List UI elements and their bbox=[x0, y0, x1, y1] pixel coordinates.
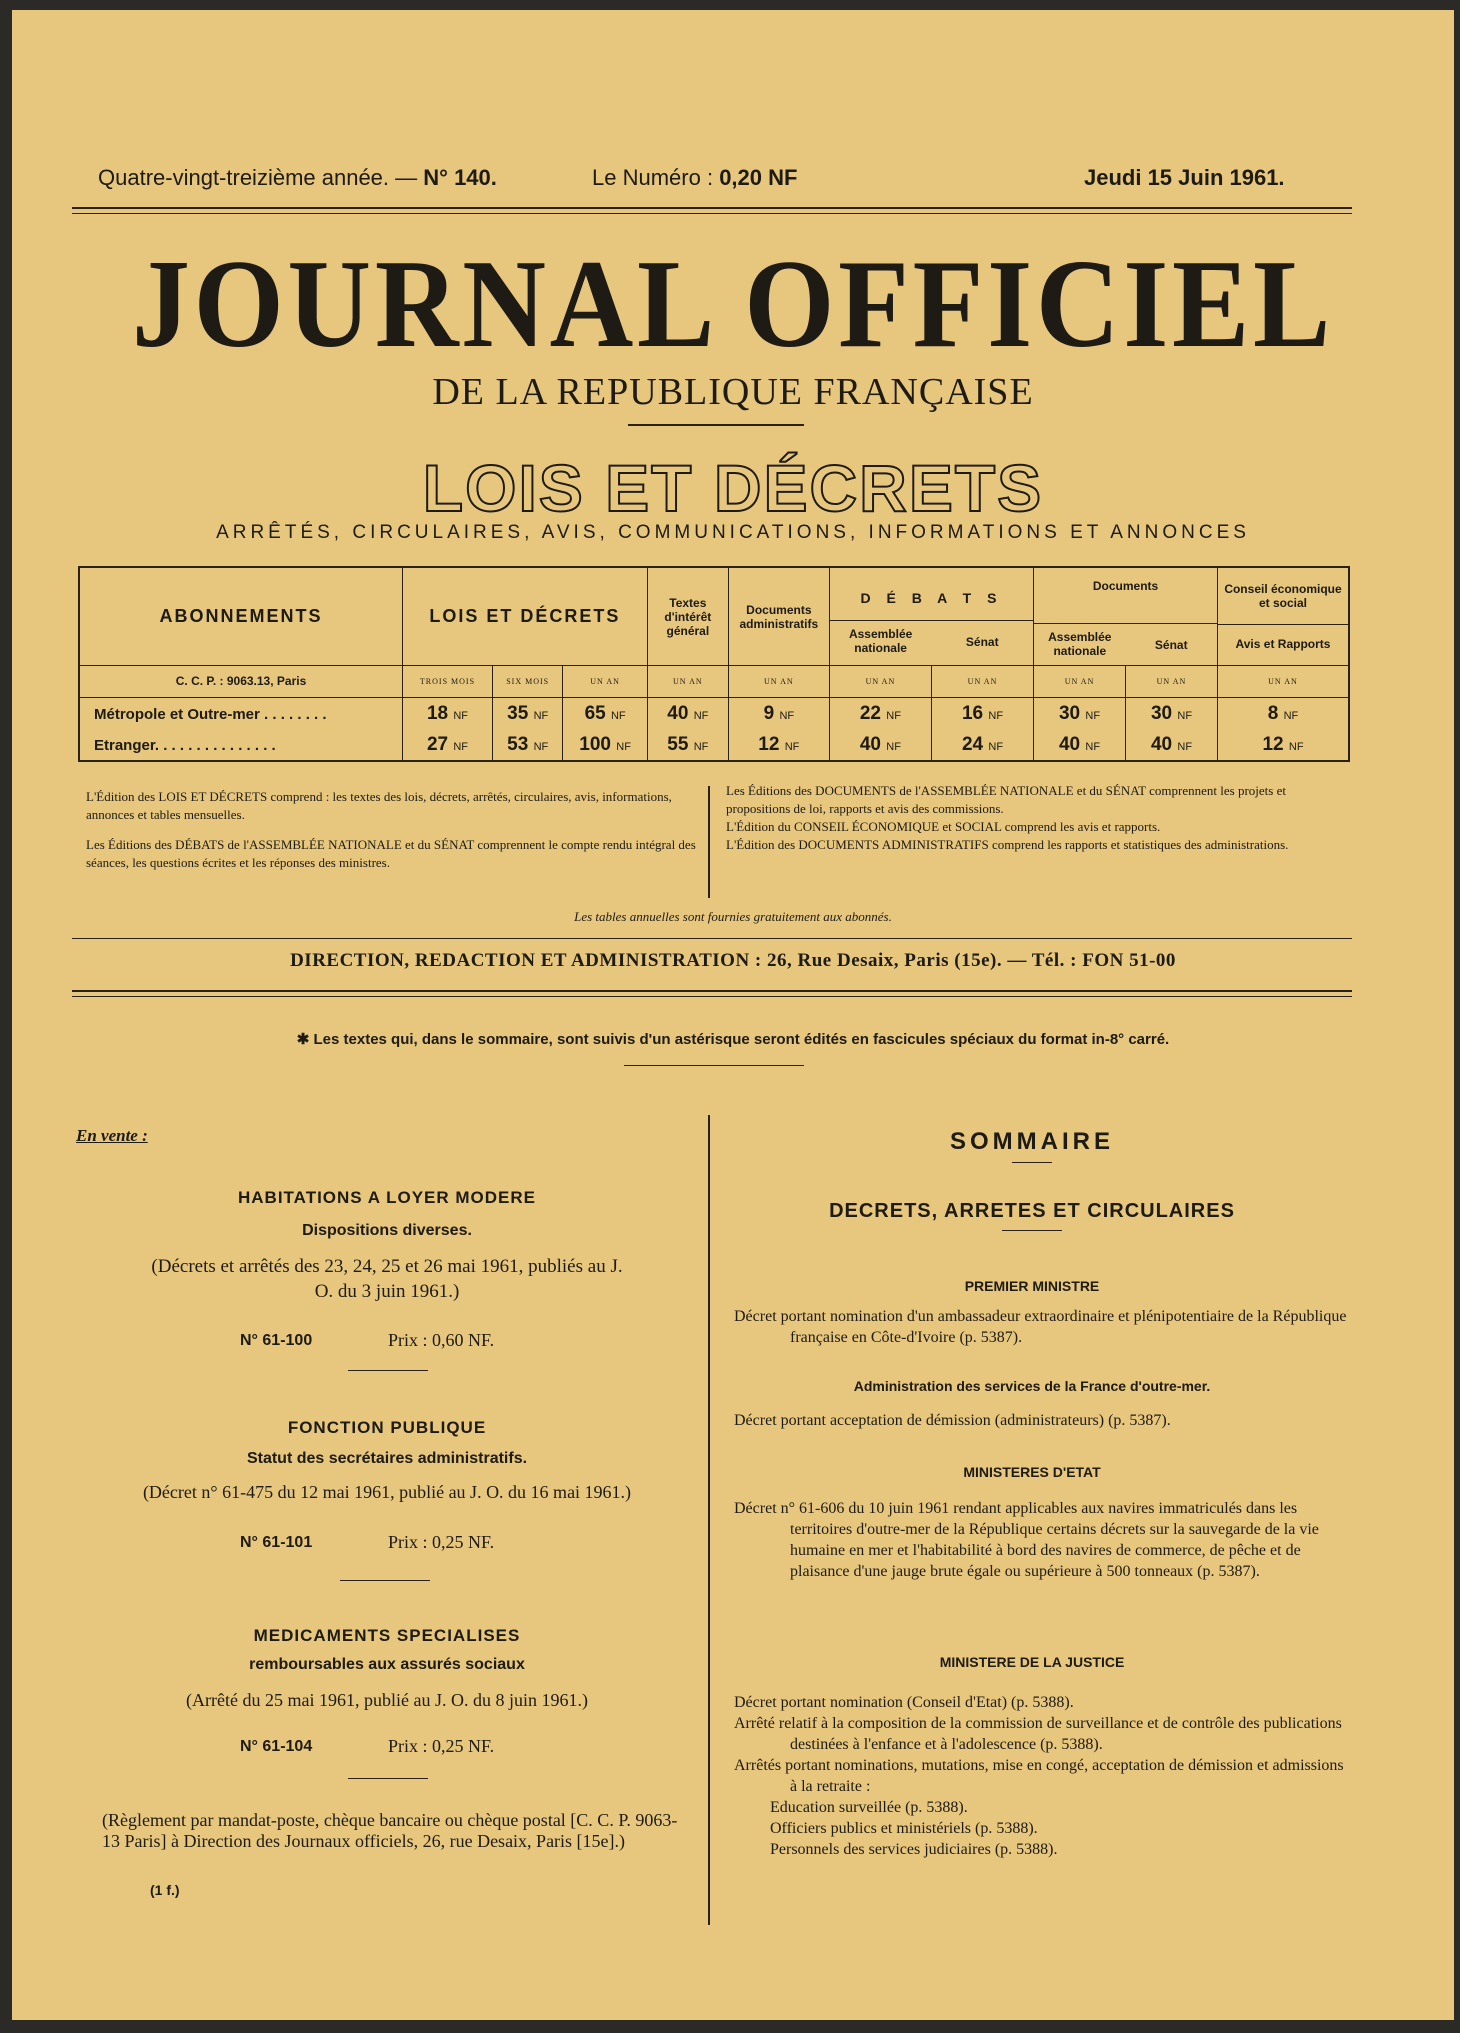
vente-item-1-title: HABITATIONS A LOYER MODERE bbox=[238, 1188, 536, 1207]
header-rule-thin bbox=[72, 213, 1352, 214]
price-cell bbox=[829, 730, 931, 761]
price-value: 30 bbox=[1150, 703, 1173, 725]
price-value: 12 bbox=[1262, 734, 1284, 756]
admin-entry-text: Décret portant acceptation de démission (administrateurs) (p. 5387). bbox=[734, 1412, 1171, 1429]
price-value: 65 bbox=[584, 703, 606, 725]
en-vente-label: En vente : bbox=[76, 1126, 148, 1145]
price-value: 40 bbox=[859, 734, 881, 756]
price-unit: NF bbox=[533, 710, 549, 723]
sommaire-title: SOMMAIRE bbox=[950, 1128, 1114, 1155]
documents-senat: Sénat bbox=[1154, 638, 1188, 653]
price-value: 35 bbox=[507, 703, 529, 725]
issue-price bbox=[592, 165, 797, 191]
price-cell bbox=[931, 730, 1033, 761]
price-unit: NF bbox=[533, 741, 549, 754]
price-value: 53 bbox=[507, 734, 529, 756]
price-cell bbox=[563, 697, 647, 730]
price-cell bbox=[492, 730, 562, 761]
pm-entry-text: Décret portant nomination d'un ambassadeur extraordinaire et plénipotentiaire de la République française en Côte-d'Ivoire (p. 5387). bbox=[734, 1308, 1347, 1346]
admin-entry bbox=[734, 1410, 1354, 1431]
asterisk-rule bbox=[624, 1065, 804, 1066]
price-value: 18 bbox=[426, 703, 449, 725]
vente-item-2-price: Prix : 0,25 NF. bbox=[388, 1532, 495, 1552]
price-cell bbox=[1034, 697, 1126, 730]
row-label-metropole: Métropole et Outre-mer . . . . . . . . bbox=[79, 697, 403, 730]
vente-item-3-title: MEDICAMENTS SPECIALISES bbox=[253, 1626, 521, 1645]
price-cell bbox=[403, 697, 493, 730]
ccp-number: C. C. P. : 9063.13, Paris bbox=[79, 666, 403, 698]
debats-senat: Sénat bbox=[965, 635, 999, 650]
journal-page bbox=[12, 10, 1454, 2020]
price-value: 40 bbox=[1058, 734, 1081, 756]
justice-entry-2: Arrêté relatif à la composition de la commission de surveillance et de contrôle des publications destinées à l'enfance et à l'adolescence (p. 5388). bbox=[734, 1715, 1342, 1753]
period-1: TROIS MOIS bbox=[403, 666, 493, 698]
justice-sublist bbox=[734, 1797, 1354, 1860]
justice-header: MINISTERE DE LA JUSTICE bbox=[939, 1654, 1125, 1670]
debats-title: D É B A T S bbox=[860, 590, 1003, 607]
price-cell bbox=[1218, 697, 1350, 730]
justice-sub-item: Personnels des services judiciaires (p. 5388). bbox=[770, 1841, 1058, 1858]
price-cell bbox=[1126, 697, 1218, 730]
period-10: UN AN bbox=[1218, 666, 1350, 698]
price-unit: NF bbox=[886, 710, 901, 723]
justice-entries bbox=[734, 1692, 1354, 1860]
vente-item-1-number: N° 61-100 bbox=[240, 1332, 313, 1349]
docs-admin-header: Documents administratifs bbox=[728, 567, 829, 666]
justice-sub-item: Officiers publics et ministériels (p. 5388). bbox=[770, 1820, 1038, 1837]
price-cell bbox=[1034, 730, 1126, 761]
issue-date: Jeudi 15 Juin 1961. bbox=[1084, 165, 1285, 190]
tables-note: Les tables annuelles sont fournies gratuitement aux abonnés. bbox=[574, 909, 892, 924]
period-5: UN AN bbox=[728, 666, 829, 698]
price-cell bbox=[647, 730, 728, 761]
note-documents: Les Éditions des DOCUMENTS de l'ASSEMBLÉE NATIONALE et du SÉNAT comprennent les projets et propositions de loi, rapports et avis des commissions. bbox=[726, 783, 1286, 816]
vente-rule-2 bbox=[340, 1580, 430, 1581]
price-cell bbox=[829, 697, 931, 730]
price-value: 30 bbox=[1058, 703, 1081, 725]
edition-title: LOIS ET DÉCRETS bbox=[422, 451, 1044, 525]
period-9: UN AN bbox=[1126, 666, 1218, 698]
price-unit: NF bbox=[1177, 710, 1193, 723]
justice-entry-3: Arrêtés portant nominations, mutations, mise en congé, acceptation de démission et admissions à la retraite : bbox=[734, 1757, 1344, 1795]
vente-item-2-number: N° 61-101 bbox=[240, 1534, 313, 1551]
vente-item-3-subtitle: remboursables aux assurés sociaux bbox=[249, 1656, 525, 1673]
price-unit: NF bbox=[1288, 741, 1304, 754]
price-value: 24 bbox=[961, 734, 984, 756]
conseil-header bbox=[1218, 567, 1350, 666]
price-value: 100 bbox=[579, 734, 611, 756]
vente-rule-3 bbox=[348, 1778, 428, 1779]
price-value: 8 bbox=[1267, 703, 1279, 725]
etat-header: MINISTERES D'ETAT bbox=[963, 1464, 1101, 1480]
price-unit: NF bbox=[988, 710, 1004, 723]
price-unit: NF bbox=[693, 710, 709, 723]
period-7: UN AN bbox=[931, 666, 1033, 698]
pm-entry bbox=[734, 1306, 1354, 1348]
price-cell bbox=[728, 730, 829, 761]
documents-title: Documents bbox=[1092, 579, 1159, 594]
price-value: 12 bbox=[758, 734, 780, 756]
vente-item-3-ref: (Arrêté du 25 mai 1961, publié au J. O. du 8 juin 1961.) bbox=[186, 1690, 588, 1710]
documents-header bbox=[1034, 567, 1218, 666]
price-cell bbox=[563, 730, 647, 761]
price-unit: NF bbox=[453, 710, 469, 723]
price-unit: NF bbox=[988, 741, 1004, 754]
payment-note: (Règlement par mandat-poste, chèque bancaire ou chèque postal [C. C. P. 9063-13 Paris] à Direction des Journaux officiels, 26, rue Desaix, Paris [15e].) bbox=[102, 1810, 678, 1851]
price-unit: NF bbox=[886, 741, 901, 754]
documents-assemblee: Assemblée nationale bbox=[1048, 630, 1112, 659]
price-unit: NF bbox=[616, 741, 631, 754]
price-cell bbox=[728, 697, 829, 730]
vente-item-2-title: FONCTION PUBLIQUE bbox=[287, 1418, 487, 1437]
price-unit: NF bbox=[693, 741, 709, 754]
editions-notes-right bbox=[726, 782, 1352, 854]
price-cell bbox=[1218, 730, 1350, 761]
vente-item-2-subtitle: Statut des secrétaires administratifs. bbox=[246, 1450, 528, 1467]
vente-item-2-ref: (Décret n° 61-475 du 12 mai 1961, publié au J. O. du 16 mai 1961.) bbox=[142, 1482, 632, 1502]
sommaire-rule bbox=[1012, 1162, 1052, 1163]
price-value: 22 bbox=[859, 703, 881, 725]
section-rule bbox=[1002, 1230, 1062, 1231]
price-value: 40 bbox=[667, 703, 689, 725]
conseil-avis: Avis et Rapports bbox=[1218, 624, 1348, 651]
year-and-number bbox=[98, 165, 497, 191]
address-rule-thin bbox=[72, 996, 1352, 997]
contents-line: ARRÊTÉS, CIRCULAIRES, AVIS, COMMUNICATIONS, INFORMATIONS ET ANNONCES bbox=[216, 522, 1250, 543]
price-unit: NF bbox=[1283, 710, 1299, 723]
note-lois: L'Édition des LOIS ET DÉCRETS comprend : les textes des lois, décrets, arrêtés, circulaires, avis, informations, annonces et tables mensuelles. bbox=[86, 789, 672, 822]
section-title: DECRETS, ARRETES ET CIRCULAIRES bbox=[829, 1200, 1235, 1222]
period-2: SIX MOIS bbox=[492, 666, 562, 698]
price-value: 16 bbox=[961, 703, 984, 725]
page-ref: (1 f.) bbox=[150, 1882, 180, 1898]
vente-item-1-subtitle: Dispositions diverses. bbox=[302, 1222, 472, 1239]
period-8: UN AN bbox=[1034, 666, 1126, 698]
price-unit: NF bbox=[1085, 710, 1101, 723]
debats-assemblee: Assemblée nationale bbox=[848, 627, 913, 656]
price-value: 9 bbox=[763, 703, 775, 725]
lois-header: LOIS ET DÉCRETS bbox=[403, 567, 648, 666]
vente-item-1-price: Prix : 0,60 NF. bbox=[388, 1330, 495, 1350]
header-rule bbox=[72, 207, 1352, 209]
address-rule-top bbox=[72, 938, 1352, 939]
asterisk-icon: ✱ bbox=[296, 1031, 310, 1048]
price-value: 27 bbox=[426, 734, 449, 756]
price-unit: NF bbox=[1085, 741, 1101, 754]
vente-item-1-ref: (Décrets et arrêtés des 23, 24, 25 et 26 mai 1961, publiés au J. O. du 3 juin 1961.) bbox=[151, 1256, 623, 1302]
subscriptions-title: ABONNEMENTS bbox=[159, 606, 323, 627]
etat-entry-text: Décret n° 61-606 du 10 juin 1961 rendant applicables aux navires immatriculés dans les territoires d'outre-mer de la République certains décrets sur la sauvegarde de la vie humaine en mer et l'habitabilité à bord des navires de commerce, de pêche et de plaisance d'une jauge brute égale ou supérieure à 500 tonneaux (p. 5387). bbox=[734, 1500, 1319, 1580]
asterisk-text: Les textes qui, dans le sommaire, sont suivis d'un astérisque seront édités en fascicules spéciaux du format in-8° carré. bbox=[313, 1031, 1170, 1048]
column-divider bbox=[708, 1115, 710, 1925]
asterisk-note bbox=[12, 1030, 1454, 1048]
etat-entry bbox=[734, 1498, 1354, 1582]
price-cell bbox=[492, 697, 562, 730]
period-6: UN AN bbox=[829, 666, 931, 698]
masthead-divider bbox=[628, 424, 804, 426]
issue-number: N° 140. bbox=[423, 165, 497, 190]
price-cell bbox=[403, 730, 493, 761]
notes-divider bbox=[708, 786, 710, 898]
conseil-title: Conseil économique et social bbox=[1224, 582, 1342, 611]
period-3: UN AN bbox=[563, 666, 647, 698]
editions-notes-left bbox=[86, 788, 696, 872]
year-text: Quatre-vingt-treizième année. — bbox=[98, 165, 418, 190]
row-label-etranger: Etranger. . . . . . . . . . . . . . . bbox=[94, 736, 276, 754]
price-cell bbox=[1126, 730, 1218, 761]
period-4: UN AN bbox=[647, 666, 728, 698]
price-unit: NF bbox=[784, 741, 800, 754]
address-line: DIRECTION, REDACTION ET ADMINISTRATION : 26, Rue Desaix, Paris (15e). — Tél. : FON 51-00 bbox=[290, 950, 1176, 971]
price-unit: NF bbox=[610, 710, 626, 723]
masthead-subtitle: DE LA REPUBLIQUE FRANÇAISE bbox=[432, 371, 1034, 413]
vente-item-3-price: Prix : 0,25 NF. bbox=[388, 1736, 495, 1756]
price-value: 55 bbox=[667, 734, 689, 756]
subscriptions-table bbox=[78, 566, 1350, 762]
admin-header: Administration des services de la France d'outre-mer. bbox=[853, 1378, 1211, 1394]
price-cell bbox=[647, 697, 728, 730]
premier-ministre-header: PREMIER MINISTRE bbox=[964, 1278, 1100, 1294]
justice-entry-1: Décret portant nomination (Conseil d'Etat) (p. 5388). bbox=[734, 1694, 1074, 1711]
price-unit: NF bbox=[1177, 741, 1193, 754]
textes-header: Textes d'intérêt général bbox=[647, 567, 728, 666]
justice-sub-item: Education surveillée (p. 5388). bbox=[770, 1799, 968, 1816]
vente-rule-1 bbox=[348, 1370, 428, 1371]
price-value: 40 bbox=[1150, 734, 1173, 756]
note-conseil: L'Édition du CONSEIL ÉCONOMIQUE et SOCIAL comprend les avis et rapports. bbox=[726, 819, 1161, 834]
price-unit: NF bbox=[453, 741, 469, 754]
vente-item-3-number: N° 61-104 bbox=[240, 1738, 313, 1755]
address-rule bbox=[72, 990, 1352, 992]
price-cell bbox=[931, 697, 1033, 730]
note-debats: Les Éditions des DÉBATS de l'ASSEMBLÉE NATIONALE et du SÉNAT comprennent le compte rendu intégral des séances, les questions écrites et les réponses des ministres. bbox=[86, 837, 696, 870]
price-unit: NF bbox=[779, 710, 795, 723]
price-label: Le Numéro : bbox=[592, 165, 714, 190]
note-docs-admin: L'Édition des DOCUMENTS ADMINISTRATIFS comprend les rapports et statistiques des administrations. bbox=[726, 837, 1289, 852]
masthead-title: JOURNAL OFFICIEL bbox=[131, 235, 1335, 374]
price-value: 0,20 NF bbox=[719, 165, 798, 190]
debats-header bbox=[829, 567, 1033, 666]
